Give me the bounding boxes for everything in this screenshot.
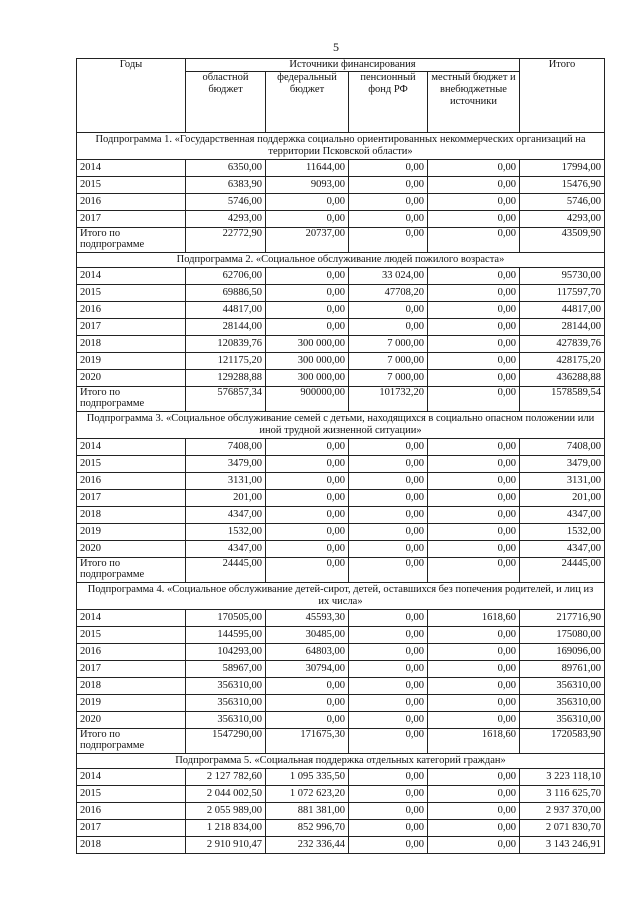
row-total-cell: 356310,00 [520,678,605,695]
amount-cell: 0,00 [428,268,520,285]
amount-cell: 44817,00 [186,302,266,319]
table-row [77,837,605,854]
amount-cell: 356310,00 [186,712,266,729]
amount-cell: 356310,00 [186,695,266,712]
table-body [77,133,605,854]
amount-cell: 0,00 [349,820,428,837]
year-cell: 2014 [77,769,186,786]
amount-cell: 0,00 [349,507,428,524]
total-amount-cell: 900000,00 [266,387,349,412]
year-cell: 2015 [77,285,186,302]
amount-cell: 0,00 [349,769,428,786]
amount-cell: 0,00 [428,456,520,473]
amount-cell: 30485,00 [266,627,349,644]
subprogram-title: Подпрограмма 5. «Социальная поддержка отдельных категорий граждан» [77,754,605,769]
row-total-cell: 3 223 118,10 [520,769,605,786]
row-total-cell: 4347,00 [520,507,605,524]
total-amount-cell: 0,00 [349,228,428,253]
year-cell: 2017 [77,211,186,228]
total-amount-cell: 0,00 [428,387,520,412]
amount-cell: 0,00 [349,627,428,644]
row-total-cell: 3 143 246,91 [520,837,605,854]
amount-cell: 7 000,00 [349,353,428,370]
year-cell: 2020 [77,541,186,558]
table-row [77,319,605,336]
amount-cell: 0,00 [266,712,349,729]
amount-cell: 0,00 [266,211,349,228]
subprogram-title-row [77,583,605,610]
amount-cell: 0,00 [428,211,520,228]
amount-cell: 0,00 [349,661,428,678]
amount-cell: 0,00 [266,507,349,524]
table-row [77,678,605,695]
amount-cell: 0,00 [266,456,349,473]
amount-cell: 0,00 [428,644,520,661]
amount-cell: 0,00 [428,695,520,712]
amount-cell: 356310,00 [186,678,266,695]
header-federal-budget: федеральный бюджет [266,72,349,133]
table-row [77,695,605,712]
year-cell: 2017 [77,319,186,336]
amount-cell: 300 000,00 [266,336,349,353]
amount-cell: 2 910 910,47 [186,837,266,854]
total-amount-cell: 1547290,00 [186,729,266,754]
amount-cell: 2 127 782,60 [186,769,266,786]
grand-total-cell: 24445,00 [520,558,605,583]
row-total-cell: 28144,00 [520,319,605,336]
row-total-cell: 89761,00 [520,661,605,678]
table-row [77,610,605,627]
amount-cell: 852 996,70 [266,820,349,837]
row-total-cell: 428175,20 [520,353,605,370]
table-row [77,820,605,837]
row-total-cell: 15476,90 [520,177,605,194]
amount-cell: 0,00 [266,524,349,541]
subprogram-total-row [77,729,605,754]
amount-cell: 0,00 [428,473,520,490]
amount-cell: 0,00 [428,837,520,854]
amount-cell: 300 000,00 [266,353,349,370]
row-total-cell: 175080,00 [520,627,605,644]
amount-cell: 0,00 [428,439,520,456]
row-total-cell: 2 071 830,70 [520,820,605,837]
subprogram-title-row [77,754,605,769]
total-amount-cell: 171675,30 [266,729,349,754]
subprogram-total-label: Итого по подпрограмме [77,558,186,583]
amount-cell: 0,00 [349,610,428,627]
year-cell: 2018 [77,837,186,854]
amount-cell: 232 336,44 [266,837,349,854]
row-total-cell: 95730,00 [520,268,605,285]
table-row [77,769,605,786]
amount-cell: 300 000,00 [266,370,349,387]
amount-cell: 6383,90 [186,177,266,194]
amount-cell: 0,00 [428,524,520,541]
year-cell: 2020 [77,712,186,729]
amount-cell: 104293,00 [186,644,266,661]
amount-cell: 121175,20 [186,353,266,370]
row-total-cell: 1532,00 [520,524,605,541]
row-total-cell: 3479,00 [520,456,605,473]
table-row [77,302,605,319]
amount-cell: 11644,00 [266,160,349,177]
amount-cell: 0,00 [349,160,428,177]
amount-cell: 0,00 [266,695,349,712]
year-cell: 2018 [77,336,186,353]
amount-cell: 129288,88 [186,370,266,387]
grand-total-cell: 1578589,54 [520,387,605,412]
amount-cell: 0,00 [428,769,520,786]
financing-table [76,58,605,854]
amount-cell: 0,00 [428,194,520,211]
amount-cell: 0,00 [428,160,520,177]
row-total-cell: 356310,00 [520,695,605,712]
amount-cell: 0,00 [349,541,428,558]
amount-cell: 0,00 [266,194,349,211]
total-amount-cell: 0,00 [428,228,520,253]
table-row [77,661,605,678]
year-cell: 2014 [77,160,186,177]
amount-cell: 0,00 [349,302,428,319]
year-cell: 2020 [77,370,186,387]
total-amount-cell: 0,00 [428,558,520,583]
amount-cell: 9093,00 [266,177,349,194]
amount-cell: 0,00 [428,627,520,644]
amount-cell: 0,00 [349,194,428,211]
amount-cell: 0,00 [349,319,428,336]
total-amount-cell: 0,00 [349,558,428,583]
amount-cell: 4347,00 [186,541,266,558]
amount-cell: 0,00 [428,370,520,387]
amount-cell: 144595,00 [186,627,266,644]
amount-cell: 0,00 [428,285,520,302]
subprogram-title-row [77,253,605,268]
amount-cell: 0,00 [428,177,520,194]
amount-cell: 1 095 335,50 [266,769,349,786]
year-cell: 2019 [77,695,186,712]
table-row [77,160,605,177]
amount-cell: 0,00 [266,268,349,285]
row-total-cell: 356310,00 [520,712,605,729]
amount-cell: 0,00 [349,678,428,695]
amount-cell: 0,00 [349,439,428,456]
table-row [77,627,605,644]
year-cell: 2019 [77,524,186,541]
amount-cell: 0,00 [428,507,520,524]
amount-cell: 0,00 [349,803,428,820]
table-row [77,507,605,524]
subprogram-total-row [77,558,605,583]
table-row [77,336,605,353]
amount-cell: 1 218 834,00 [186,820,266,837]
amount-cell: 4293,00 [186,211,266,228]
year-cell: 2018 [77,678,186,695]
total-amount-cell: 576857,34 [186,387,266,412]
table-row [77,353,605,370]
subprogram-title: Подпрограмма 1. «Государственная поддержка социально ориентированных некоммерческих организаций на территории Псковской области» [77,133,605,160]
row-total-cell: 169096,00 [520,644,605,661]
amount-cell: 0,00 [266,319,349,336]
amount-cell: 0,00 [266,285,349,302]
amount-cell: 0,00 [428,803,520,820]
amount-cell: 0,00 [266,541,349,558]
row-total-cell: 3131,00 [520,473,605,490]
subprogram-title: Подпрограмма 2. «Социальное обслуживание людей пожилого возраста» [77,253,605,268]
amount-cell: 1532,00 [186,524,266,541]
row-total-cell: 17994,00 [520,160,605,177]
table-row [77,370,605,387]
total-amount-cell: 101732,20 [349,387,428,412]
amount-cell: 0,00 [428,353,520,370]
amount-cell: 0,00 [428,820,520,837]
amount-cell: 0,00 [266,490,349,507]
amount-cell: 0,00 [349,786,428,803]
year-cell: 2017 [77,661,186,678]
amount-cell: 6350,00 [186,160,266,177]
header-regional-budget: областной бюджет [186,72,266,133]
subprogram-title: Подпрограмма 4. «Социальное обслуживание детей-сирот, детей, оставшихся без попечения родителей, и лиц из их числа» [77,583,605,610]
table-row [77,644,605,661]
subprogram-title: Подпрограмма 3. «Социальное обслуживание семей с детьми, находящихся в социально опасном положении или иной трудной жизненной ситуации» [77,412,605,439]
amount-cell: 2 044 002,50 [186,786,266,803]
table-row [77,541,605,558]
header-sources: Источники финансирования [186,59,520,72]
amount-cell: 0,00 [428,490,520,507]
amount-cell: 0,00 [428,302,520,319]
subprogram-total-row [77,387,605,412]
amount-cell: 7 000,00 [349,370,428,387]
table-row [77,211,605,228]
year-cell: 2014 [77,439,186,456]
row-total-cell: 4347,00 [520,541,605,558]
total-amount-cell: 0,00 [349,729,428,754]
amount-cell: 1618,60 [428,610,520,627]
amount-cell: 0,00 [349,524,428,541]
year-cell: 2016 [77,644,186,661]
amount-cell: 0,00 [428,541,520,558]
amount-cell: 47708,20 [349,285,428,302]
amount-cell: 0,00 [266,302,349,319]
table-row [77,490,605,507]
subprogram-title-row [77,412,605,439]
amount-cell: 7408,00 [186,439,266,456]
year-cell: 2017 [77,490,186,507]
year-cell: 2016 [77,302,186,319]
amount-cell: 3479,00 [186,456,266,473]
year-cell: 2016 [77,194,186,211]
year-cell: 2014 [77,610,186,627]
year-cell: 2015 [77,786,186,803]
amount-cell: 4347,00 [186,507,266,524]
amount-cell: 0,00 [349,695,428,712]
amount-cell: 0,00 [428,712,520,729]
amount-cell: 0,00 [349,712,428,729]
year-cell: 2017 [77,820,186,837]
year-cell: 2015 [77,177,186,194]
amount-cell: 0,00 [428,678,520,695]
page-number: 5 [333,40,339,54]
row-total-cell: 5746,00 [520,194,605,211]
header-pension-fund: пенсионный фонд РФ [349,72,428,133]
amount-cell: 0,00 [349,837,428,854]
table-row [77,456,605,473]
year-cell: 2016 [77,803,186,820]
amount-cell: 33 024,00 [349,268,428,285]
row-total-cell: 2 937 370,00 [520,803,605,820]
table-header [77,59,605,133]
amount-cell: 64803,00 [266,644,349,661]
amount-cell: 58967,00 [186,661,266,678]
amount-cell: 0,00 [349,177,428,194]
year-cell: 2018 [77,507,186,524]
row-total-cell: 217716,90 [520,610,605,627]
amount-cell: 1 072 623,20 [266,786,349,803]
amount-cell: 0,00 [428,319,520,336]
amount-cell: 0,00 [349,473,428,490]
year-cell: 2015 [77,456,186,473]
header-local-budget: местный бюджет и внебюджетные источники [428,72,520,133]
header-total: Итого [520,59,605,133]
table-row [77,712,605,729]
year-cell: 2015 [77,627,186,644]
amount-cell: 0,00 [349,211,428,228]
row-total-cell: 44817,00 [520,302,605,319]
table-row [77,786,605,803]
amount-cell: 69886,50 [186,285,266,302]
amount-cell: 0,00 [428,786,520,803]
amount-cell: 62706,00 [186,268,266,285]
total-amount-cell: 22772,90 [186,228,266,253]
row-total-cell: 7408,00 [520,439,605,456]
table-row [77,194,605,211]
table-row [77,285,605,302]
table-row [77,268,605,285]
table-row [77,524,605,541]
table-row [77,473,605,490]
amount-cell: 0,00 [266,439,349,456]
subprogram-total-label: Итого по подпрограмме [77,729,186,754]
amount-cell: 0,00 [428,661,520,678]
amount-cell: 7 000,00 [349,336,428,353]
row-total-cell: 427839,76 [520,336,605,353]
year-cell: 2019 [77,353,186,370]
amount-cell: 120839,76 [186,336,266,353]
row-total-cell: 201,00 [520,490,605,507]
subprogram-total-row [77,228,605,253]
subprogram-title-row [77,133,605,160]
grand-total-cell: 43509,90 [520,228,605,253]
subprogram-total-label: Итого по подпрограмме [77,387,186,412]
subprogram-total-label: Итого по подпрограмме [77,228,186,253]
amount-cell: 0,00 [349,490,428,507]
grand-total-cell: 1720583,90 [520,729,605,754]
amount-cell: 30794,00 [266,661,349,678]
row-total-cell: 4293,00 [520,211,605,228]
amount-cell: 170505,00 [186,610,266,627]
header-years: Годы [77,59,186,133]
amount-cell: 3131,00 [186,473,266,490]
amount-cell: 881 381,00 [266,803,349,820]
amount-cell: 0,00 [266,678,349,695]
year-cell: 2016 [77,473,186,490]
table-row [77,177,605,194]
amount-cell: 45593,30 [266,610,349,627]
total-amount-cell: 1618,60 [428,729,520,754]
total-amount-cell: 0,00 [266,558,349,583]
total-amount-cell: 24445,00 [186,558,266,583]
table-row [77,439,605,456]
amount-cell: 2 055 989,00 [186,803,266,820]
row-total-cell: 436288,88 [520,370,605,387]
amount-cell: 0,00 [349,644,428,661]
row-total-cell: 117597,70 [520,285,605,302]
table-row [77,803,605,820]
amount-cell: 5746,00 [186,194,266,211]
amount-cell: 0,00 [266,473,349,490]
amount-cell: 0,00 [428,336,520,353]
amount-cell: 28144,00 [186,319,266,336]
amount-cell: 0,00 [349,456,428,473]
amount-cell: 201,00 [186,490,266,507]
total-amount-cell: 20737,00 [266,228,349,253]
row-total-cell: 3 116 625,70 [520,786,605,803]
year-cell: 2014 [77,268,186,285]
